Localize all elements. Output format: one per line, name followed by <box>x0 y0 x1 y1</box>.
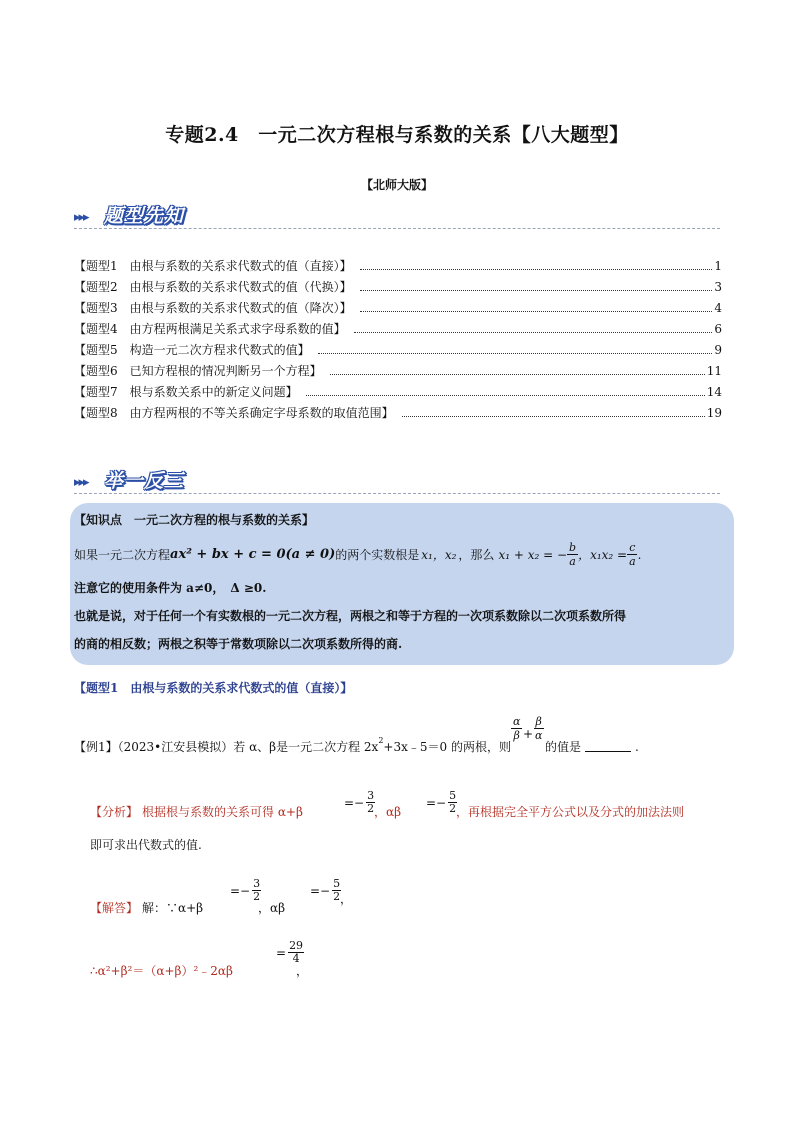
knowledge-box <box>70 503 734 665</box>
toc-item[interactable]: 【题型6 已知方程根的情况判断另一个方程】 11 <box>74 364 722 378</box>
analysis-text-3: ，再根据完全平方公式以及分式的加法法则 <box>456 805 685 819</box>
answer-tag: 【解答】 <box>90 901 139 915</box>
section-heading: 【题型1 由根与系数的关系求代数式的值（直接）】 <box>74 681 353 695</box>
toc-item[interactable]: 【题型5 构造一元二次方程求代数式的值】 9 <box>74 343 722 357</box>
arrow-icon: ▸▸▸ <box>74 210 88 225</box>
toc-item[interactable]: 【题型3 由根与系数的关系求代数式的值（降次）】 4 <box>74 301 722 315</box>
answer-line-2: ∴α²+β²＝（α+β）²﹣2αβ <box>90 964 233 978</box>
quadratic-equation: ax² + bx + c = 0(a ≠ 0) <box>170 547 336 562</box>
arrow-icon: ▸▸▸ <box>74 475 88 490</box>
banner-topic-preview <box>74 202 720 229</box>
answer-text-1: 解：∵α+β <box>142 901 204 915</box>
fraction-c-over-a: $\frac{c}{a}$ <box>629 541 636 568</box>
analysis-text-1: 根据根与系数的关系可得 α+β <box>142 805 303 819</box>
toc-item[interactable]: 【题型4 由方程两根满足关系式求字母系数的值】 6 <box>74 322 722 336</box>
fraction-minus-5-2: =− $\frac{5}{2}$ <box>426 789 457 815</box>
analysis-text-4: 即可求出代数式的值. <box>90 838 202 852</box>
fraction-b-over-a: $\frac{b}{a}$ <box>569 541 577 568</box>
table-of-contents <box>74 257 722 425</box>
knowledge-explanation-1: 也就是说，对于任何一个有实数根的一元二次方程，两根之和等于方程的一次项系数除以二次项系数所得 <box>74 609 627 623</box>
fraction-minus-3-2: =− $\frac{3}{2}$ <box>344 789 375 815</box>
analysis-text-2: ，αβ <box>374 805 402 819</box>
knowledge-formula-line: 如果一元二次方程 ax² + bx + c = 0(a ≠ 0) 的两个实数根是 x₁，x₂ ，那么 x₁ + x₂ = − $\frac{b}{a}$ ，x₁x₂ = $\frac{c}{a}$ . <box>74 541 642 568</box>
toc-item[interactable]: 【题型1 由根与系数的关系求代数式的值（直接）】 1 <box>74 259 722 273</box>
toc-item[interactable]: 【题型2 由根与系数的关系求代数式的值（代换）】 3 <box>74 280 722 294</box>
banner-text: 题型先知 <box>104 205 185 227</box>
knowledge-explanation-2: 的商的相反数；两根之积等于常数项除以二次项系数所得的商. <box>74 637 403 651</box>
answer-text-2: ，αβ <box>258 901 286 915</box>
example-1: 【例1】（2023•江安县模拟）若 α、β是一元二次方程 2x $^2$ +3x﹣5＝0 的两根，则 $\frac{\alpha}{\beta}$ + $\frac{\beta}{\alpha}$ 的值是 . <box>74 714 639 754</box>
toc-item[interactable]: 【题型8 由方程两根的不等关系确定字母系数的取值范围】 19 <box>74 406 722 420</box>
fraction-minus-3-2: =− $\frac{3}{2}$ <box>230 877 261 903</box>
banner-examples <box>74 467 720 494</box>
fraction-29-4: = $\frac{29}{4}$ <box>276 939 304 965</box>
answer-blank <box>585 741 631 752</box>
knowledge-condition: 注意它的使用条件为 a≠0， Δ ≥0. <box>74 581 267 595</box>
knowledge-heading: 【知识点 一元二次方程的根与系数的关系】 <box>74 513 315 527</box>
toc-item[interactable]: 【题型7 根与系数关系中的新定义问题】 14 <box>74 385 722 399</box>
alpha-beta-expression: $\frac{\alpha}{\beta}$ + $\frac{\beta}{\alpha}$ <box>512 714 543 742</box>
banner-text: 举一反三 <box>104 470 185 492</box>
page-title: 专题2.4 一元二次方程根与系数的关系【八大题型】 <box>165 124 629 146</box>
analysis-tag: 【分析】 <box>90 805 139 819</box>
fraction-minus-5-2: =− $\frac{5}{2}$ <box>310 877 341 903</box>
edition-label: 【北师大版】 <box>360 178 433 192</box>
